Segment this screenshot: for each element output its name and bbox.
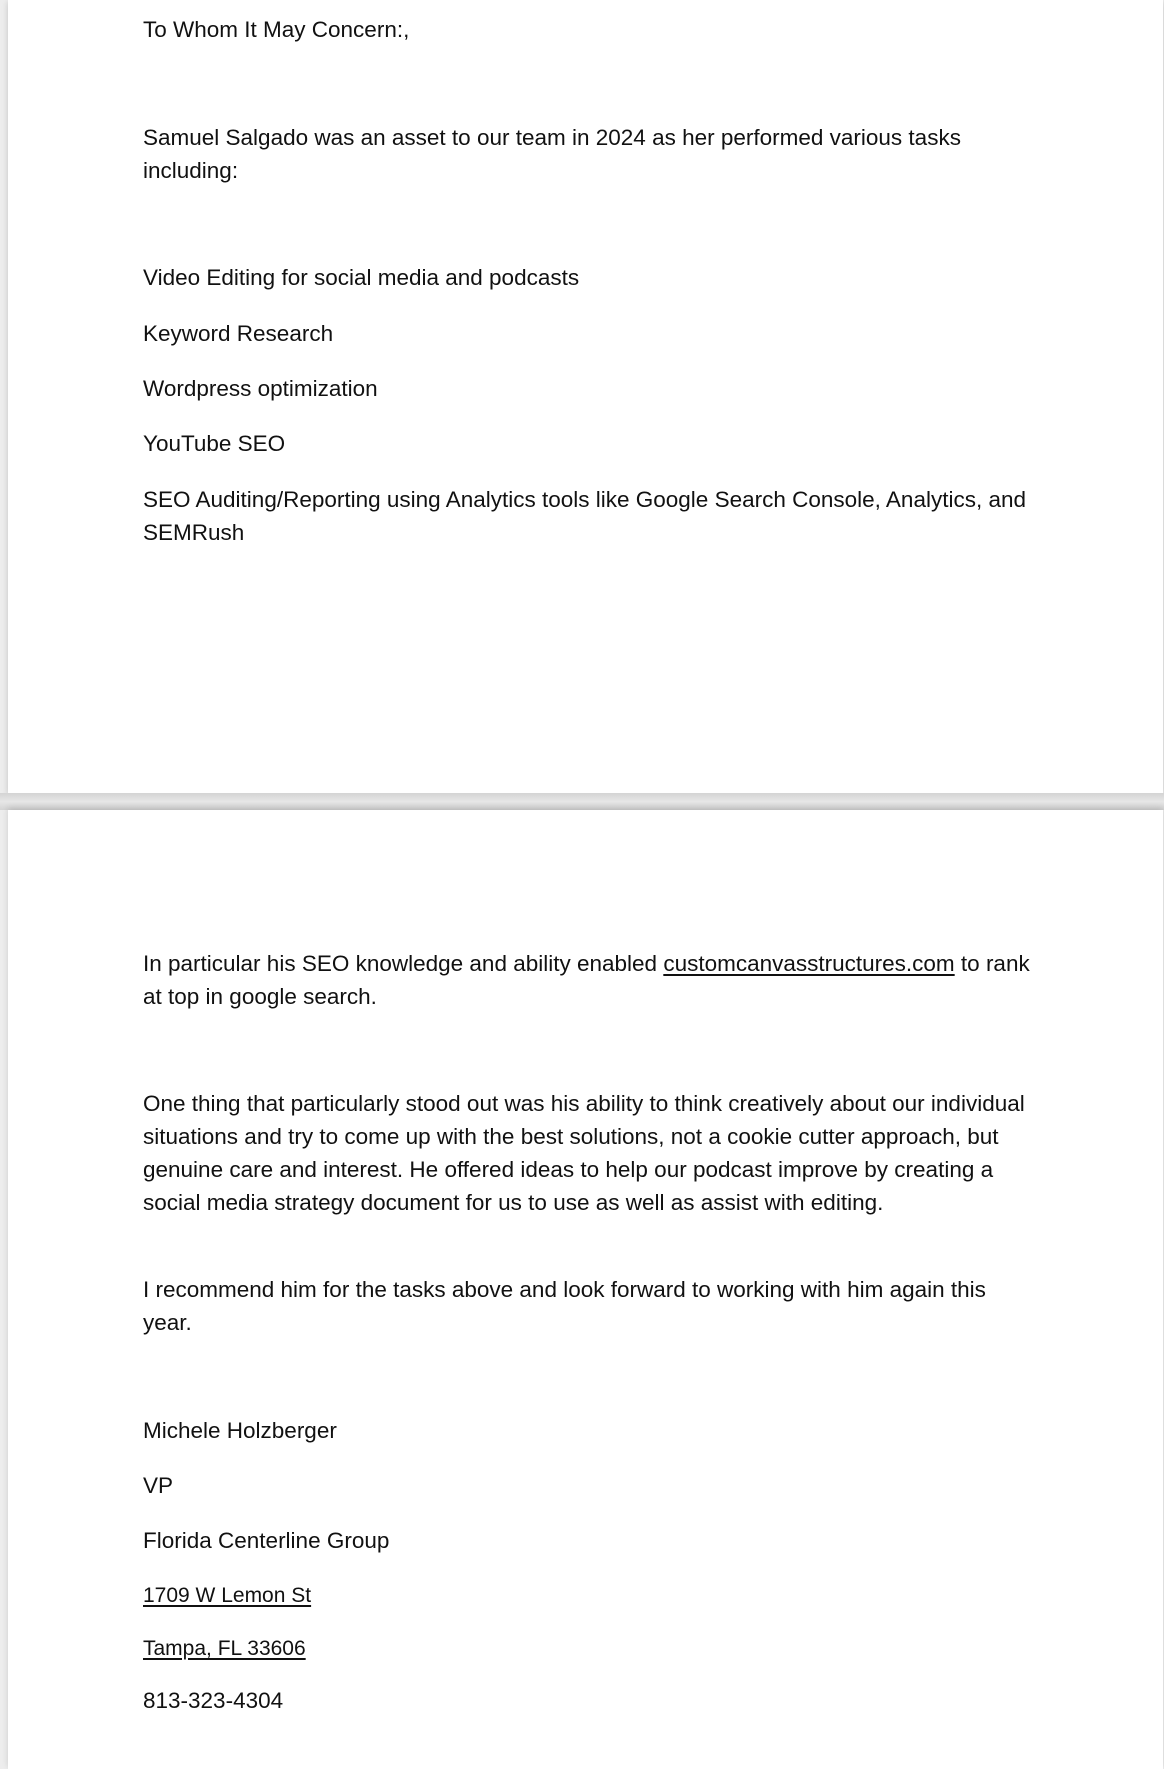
seo-text-after: to rank at top in google search. bbox=[143, 951, 1030, 1009]
signature-title: VP bbox=[143, 1473, 174, 1498]
document-page-2 bbox=[8, 810, 1163, 1769]
address-link-2[interactable]: Tampa, FL 33606 bbox=[143, 1637, 306, 1660]
signature-company: Florida Centerline Group bbox=[143, 1528, 390, 1553]
signature-name: Michele Holzberger bbox=[143, 1418, 337, 1443]
address-link-1[interactable]: 1709 W Lemon St bbox=[143, 1584, 312, 1607]
creative-paragraph: One thing that particularly stood out was his ability to think creatively about our individual situations and try to come up with the best solutions, not a cookie cutter approach, but genuine care and interest. He offered ideas to help our podcast improve by creating a social media strategy document for us to use as well as assist with editing. bbox=[143, 1091, 1025, 1215]
signature-phone: 813-323-4304 bbox=[143, 1688, 284, 1713]
address-line-1 bbox=[143, 1578, 1033, 1612]
recommendation-paragraph: I recommend him for the tasks above and look forward to working with him again this year. bbox=[143, 1277, 986, 1335]
seo-paragraph bbox=[143, 947, 1033, 1013]
seo-text-before: In particular his SEO knowledge and ability enabled bbox=[143, 951, 664, 976]
intro-paragraph: Samuel Salgado was an asset to our team in 2024 as her performed various tasks including: bbox=[143, 125, 961, 183]
website-link[interactable]: customcanvasstructures.com bbox=[663, 951, 955, 976]
task-item: Wordpress optimization bbox=[143, 376, 378, 401]
task-item: YouTube SEO bbox=[143, 431, 286, 456]
salutation: To Whom It May Concern:, bbox=[143, 17, 410, 42]
document-page-1 bbox=[8, 0, 1163, 793]
task-item: Keyword Research bbox=[143, 321, 334, 346]
task-item: Video Editing for social media and podcasts bbox=[143, 265, 580, 290]
task-item: SEO Auditing/Reporting using Analytics tools like Google Search Console, Analytics, and SEMRush bbox=[143, 487, 1027, 545]
address-line-2 bbox=[143, 1631, 1033, 1665]
page-break bbox=[0, 793, 1164, 810]
